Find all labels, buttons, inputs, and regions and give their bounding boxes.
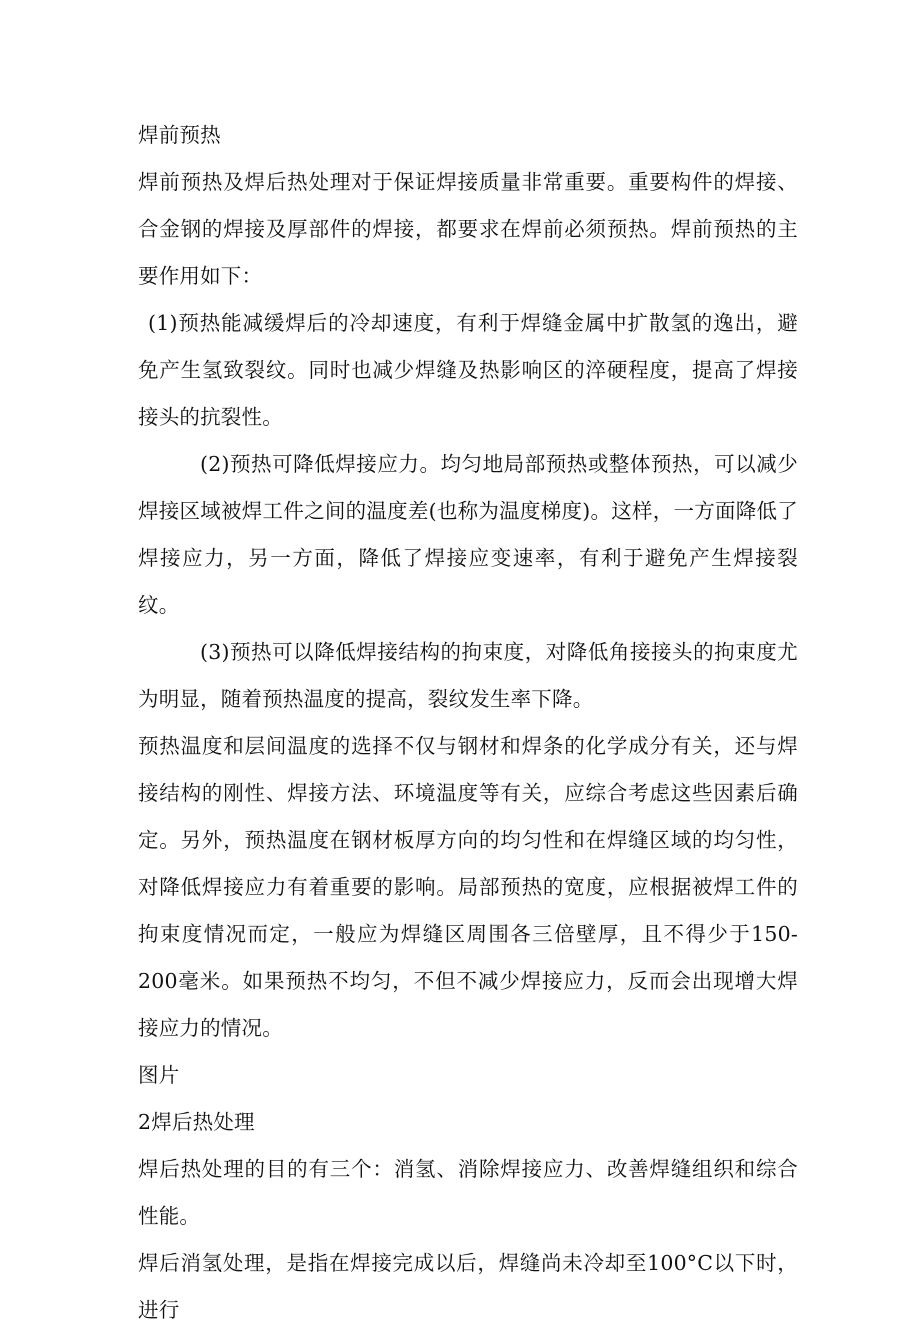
intro-paragraph: 焊前预热及焊后热处理对于保证焊接质量非常重要。重要构件的焊接、合金钢的焊接及厚部件的焊接，都要求在焊前必须预热。焊前预热的主要作用如下： [138,170,798,288]
list-item-preheat-cooling: (1)预热能减缓焊后的冷却速度，有利于焊缝金属中扩散氢的逸出，避免产生氢致裂纹。同时也减少焊缝及热影响区的淬硬程度，提高了焊接接头的抗裂性。 [138,311,798,429]
document-body [138,112,798,1334]
list-item-preheat-stress: (2)预热可降低焊接应力。均匀地局部预热或整体预热，可以减少焊接区域被焊工件之间的温度差(也称为温度梯度)。这样，一方面降低了焊接应力，另一方面，降低了焊接应变速率，有利于避免产生焊接裂纹。 [138,452,798,617]
section2-purpose-paragraph: 焊后热处理的目的有三个：消氢、消除焊接应力、改善焊缝组织和综合性能。 [138,1157,798,1228]
temperature-paragraph: 预热温度和层间温度的选择不仅与钢材和焊条的化学成分有关，还与焊接结构的刚性、焊接方法、环境温度等有关，应综合考虑这些因素后确定。另外，预热温度在钢材板厚方向的均匀性和在焊缝区域的均匀性，对降低焊接应力有着重要的影响。局部预热的宽度，应根据被焊工件的拘束度情况而定，一般应为焊缝区周围各三倍壁厚，且不得少于150-200毫米。如果预热不均匀，不但不减少焊接应力，反而会出现增大焊接应力的情况。 [138,734,798,1040]
image-placeholder-label: 图片 [138,1063,180,1087]
list-item-preheat-restraint: (3)预热可以降低焊接结构的拘束度，对降低角接接头的拘束度尤为明显，随着预热温度的提高，裂纹发生率下降。 [138,640,798,711]
section2-dehydrogen-paragraph: 焊后消氢处理，是指在焊接完成以后，焊缝尚未冷却至100°C以下时，进行 [138,1251,798,1322]
section2-title: 2焊后热处理 [138,1110,255,1134]
section-title: 焊前预热 [138,123,221,147]
